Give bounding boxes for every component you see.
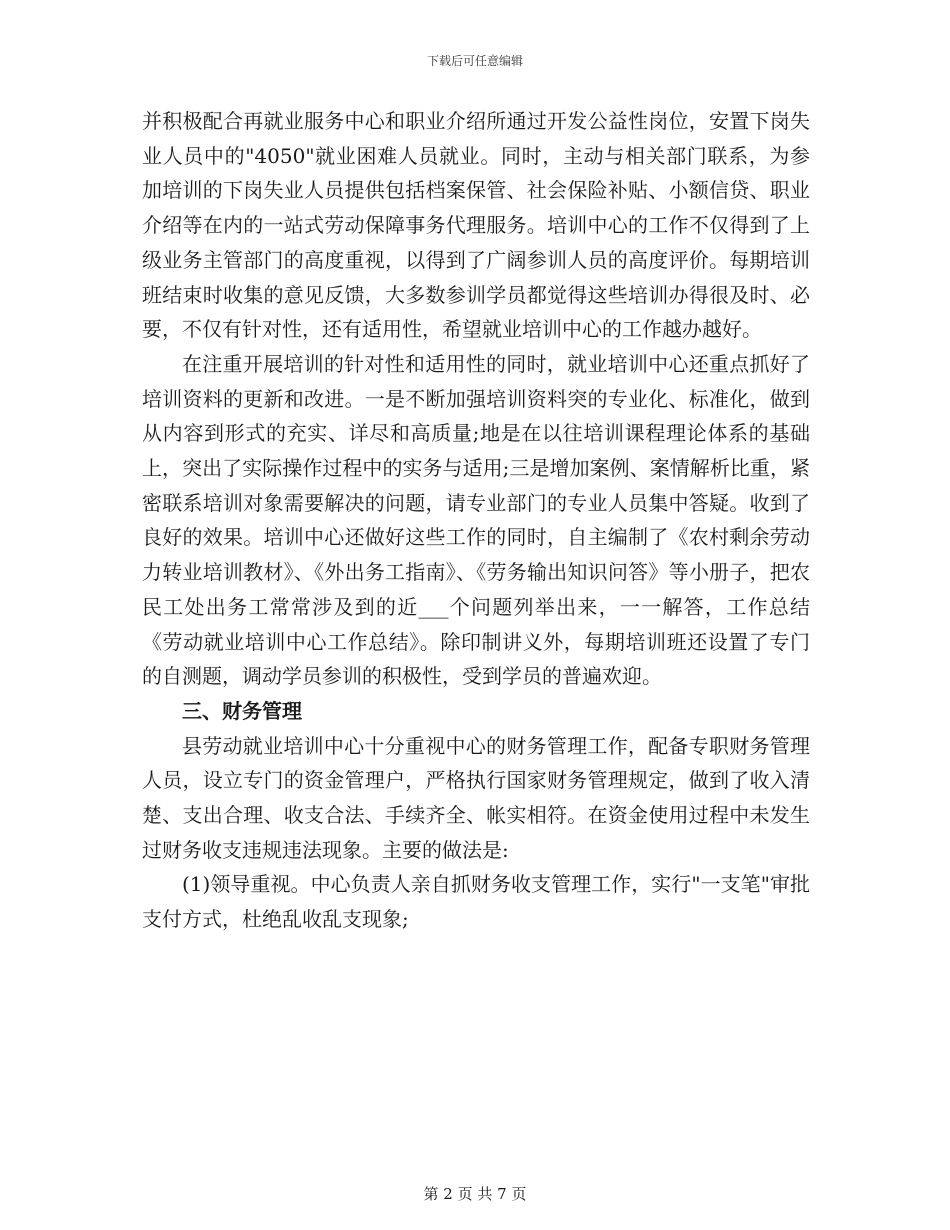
section-heading-finance: 三、财务管理 — [182, 698, 302, 723]
paragraph-training-materials: 在注重开展培训的针对性和适用性的同时，就业培训中心还重点抓好了培训资料的更新和改进。一是不断加强培训资料突的专业化、标准化，做到从内容到形式的充实、详尽和高质量;地是在以往培训课程理论体系的基础上，突出了实际操作过程中的实务与适用;三是增加案例、案情解析比重，紧密联系培训对象需要解决的问题，请专业部门的专业人员集中答疑。收到了良好的效果。培训中心还做好这些工作的同时，自主编制了《农村剩余劳动力转业培训教材》、《外出务工指南》、《劳务输出知识问答》等小册子，把农民工处出务工常常涉及到的近___个问题列举出来，一一解答，工作总结《劳动就业培训中心工作总结》。除印制讲义外，每期培训班还设置了专门的自测题，调动学员参训的积极性，受到学员的普遍欢迎。 — [142, 351, 810, 689]
paragraph-finance-item-1: (1)领导重视。中心负责人亲自抓财务收支管理工作，实行"一支笔"审批支付方式，杜绝乱收乱支现象; — [142, 872, 810, 932]
paragraph-continued: 并积极配合再就业服务中心和职业介绍所通过开发公益性岗位，安置下岗失业人员中的"4050"就业困难人员就业。同时，主动与相关部门联系，为参加培训的下岗失业人员提供包括档案保管、社会保险补贴、小额信贷、职业介绍等在内的一站式劳动保障事务代理服务。培训中心的工作不仅得到了上级业务主管部门的高度重视，以得到了广阔参训人员的高度评价。每期培训班结束时收集的意见反馈，大多数参训学员都觉得这些培训办得很及时、必要，不仅有针对性，还有适用性，希望就业培训中心的工作越办越好。 — [142, 109, 810, 342]
page-number: 第 2 页 共 7 页 — [423, 1185, 527, 1203]
page-header-note: 下载后可任意编辑 — [426, 54, 523, 68]
paragraph-finance-intro: 县劳动就业培训中心十分重视中心的财务管理工作，配备专职财务管理人员，设立专门的资金管理户，严格执行国家财务管理规定，做到了收入清楚、支出合理、收支合法、手续齐全、帐实相符。在资金使用过程中未发生过财务收支违规违法现象。主要的做法是: — [142, 733, 810, 862]
document-body — [142, 104, 810, 937]
